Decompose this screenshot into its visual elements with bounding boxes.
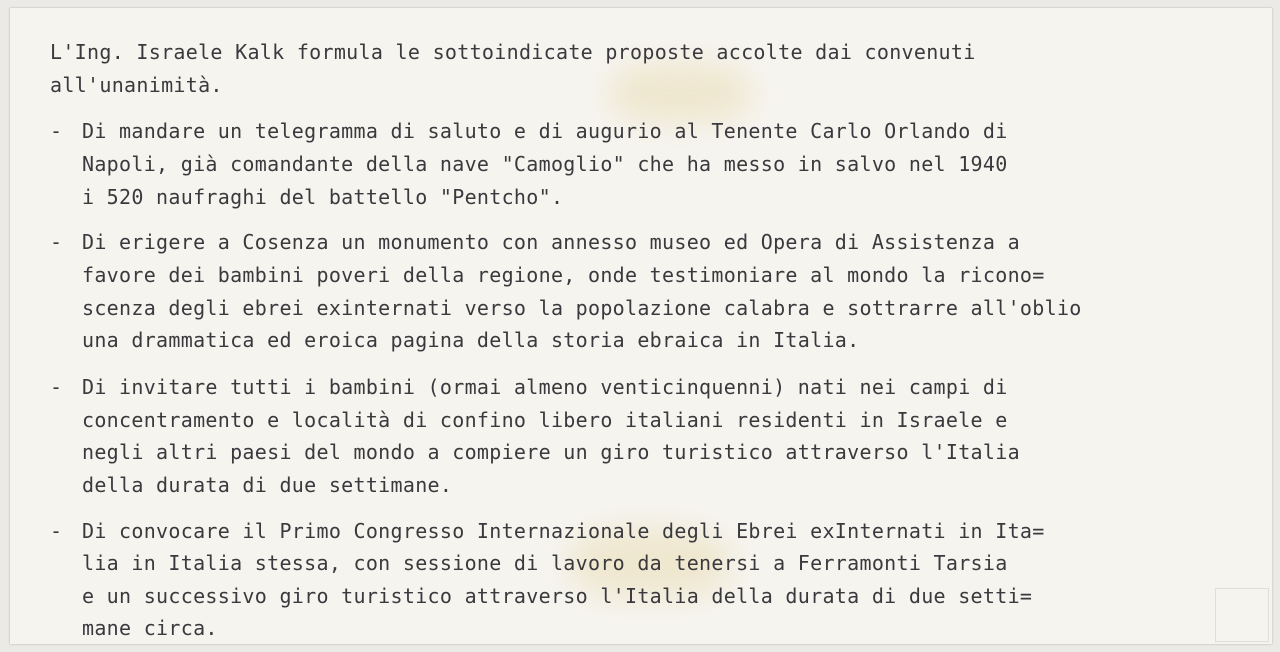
proposal-line: lia in Italia stessa, con sessione di lavoro da tenersi a Ferramonti Tarsia (82, 551, 1008, 575)
proposal-line: Napoli, già comandante della nave "Camoglio" che ha messo in salvo nel 1940 (82, 152, 1008, 176)
proposal-line: negli altri paesi del mondo a compiere un giro turistico attraverso l'Italia (82, 440, 1020, 464)
bullet-dash: - (50, 375, 63, 399)
proposal-line: della durata di due settimane. (82, 473, 453, 497)
proposal-line: Di mandare un telegramma di saluto e di augurio al Tenente Carlo Orlando di (82, 119, 1008, 143)
proposal-line: concentramento e località di confino libero italiani residenti in Israele e (82, 408, 1008, 432)
archive-watermark (1215, 588, 1269, 642)
bullet-dash: - (50, 230, 63, 254)
proposal-line: e un successivo giro turistico attraverso l'Italia della durata di due setti= (82, 584, 1033, 608)
intro-line: all'unanimità. (50, 73, 223, 97)
bullet-dash: - (50, 519, 63, 543)
proposal-line: favore dei bambini poveri della regione, onde testimoniare al mondo la ricono= (82, 263, 1045, 287)
proposal-line: scenza degli ebrei exinternati verso la popolazione calabra e sottrarre all'oblio (82, 296, 1082, 320)
bullet-dash: - (50, 119, 63, 143)
proposal-line: i 520 naufraghi del battello "Pentcho". (82, 185, 564, 209)
paper-stain (610, 63, 750, 123)
proposal-line: Di convocare il Primo Congresso Internazionale degli Ebrei exInternati in Ita= (82, 519, 1045, 543)
proposal-line: una drammatica ed eroica pagina della storia ebraica in Italia. (82, 328, 860, 352)
proposal-line: mane circa. (82, 616, 218, 640)
intro-line: L'Ing. Israele Kalk formula le sottoindicate proposte accolte dai convenuti (50, 40, 976, 64)
typewritten-page (10, 8, 1272, 644)
proposal-line: Di invitare tutti i bambini (ormai almeno venticinquenni) nati nei campi di (82, 375, 1008, 399)
proposal-line: Di erigere a Cosenza un monumento con annesso museo ed Opera di Assistenza a (82, 230, 1020, 254)
